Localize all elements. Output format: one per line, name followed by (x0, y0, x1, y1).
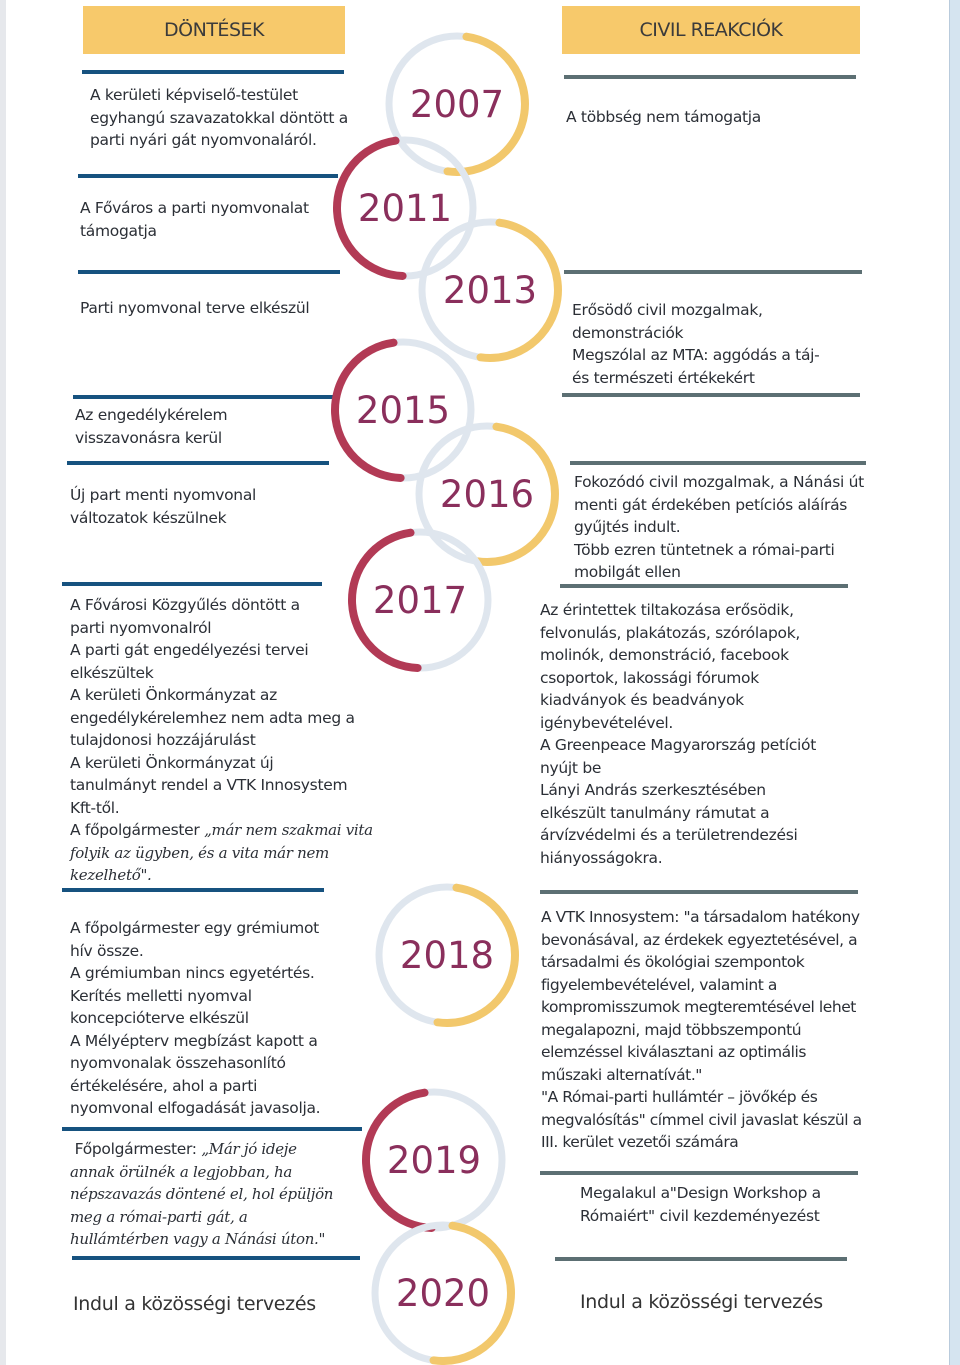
text-line: mobilgát ellen (574, 563, 681, 581)
divider-right (564, 270, 862, 274)
text-line: A Mélyépterv megbízást kapott a (70, 1031, 318, 1050)
decision-2011 (80, 197, 360, 242)
decision-2013 (80, 297, 360, 320)
reaction-2016 (574, 471, 914, 584)
decision-2019 (70, 1138, 370, 1251)
quote-text: „már nem szakmai vita (204, 821, 373, 839)
quote-text: meg a római-parti gát, a (70, 1207, 248, 1226)
text-line: kompromisszumok megteremtésével lehet (541, 998, 856, 1016)
text-line: bevonásával, az érdekek egyeztetésével, a (541, 930, 858, 949)
text-line: igénybevételével. (540, 713, 674, 732)
text-line: A kerületi képviselő-testület (90, 86, 298, 104)
text-line: és természeti értékekért (572, 368, 755, 387)
year-label: 2013 (442, 269, 538, 312)
text-line: menti gát érdekében petíciós aláírás (574, 495, 848, 514)
decision-2016 (70, 484, 330, 529)
quote-intro: Főpolgármester: (74, 1140, 202, 1158)
text-line: Megalakul a"Design Workshop a (580, 1184, 821, 1202)
ring-track (375, 1225, 511, 1361)
text-line: Rómaiért" civil kezdeményezést (580, 1206, 820, 1225)
reaction-2007 (566, 106, 866, 129)
text-line: csoportok, lakossági fórumok (540, 668, 759, 687)
ring-arc (448, 37, 525, 172)
text-line: társadalmi és ökológiai szempontok (541, 953, 805, 971)
year-label: 2017 (372, 579, 468, 622)
quote-text: népszavazás döntené el, hol épüljön (70, 1185, 334, 1203)
ring-arc (434, 1226, 511, 1361)
text-line: műszaki alternatívát." (541, 1065, 702, 1084)
divider-right (540, 1171, 858, 1175)
text-line: hív össze. (70, 941, 144, 960)
year-label: 2016 (439, 473, 535, 516)
text-line: koncepcióterve elkészül (70, 1009, 249, 1027)
text-line: elemzéssel kiválasztani az optimális (541, 1043, 807, 1061)
text-line: molinók, demonstráció, facebook (540, 646, 789, 664)
year-ring-2020 (375, 1225, 511, 1361)
text-line: elkészült tanulmány rámutat a (540, 803, 770, 822)
decision-2018 (70, 917, 370, 1120)
text-line: tanulmányt rendel a VTK Innosystem (70, 776, 348, 794)
text-line: hiányosságokra. (540, 848, 663, 867)
quote-line (70, 819, 410, 842)
ring-track (335, 342, 471, 478)
text-line: megvalósítás" címmel civil javaslat készül a (541, 1110, 862, 1129)
quote-intro: A főpolgármester (70, 821, 205, 839)
text-line: gyűjtés indult. (574, 518, 681, 536)
text-line: megalapozni, majd többszempontú (541, 1020, 802, 1039)
ring-arc (478, 427, 555, 562)
text-line: A Fővárosi Közgyűlés döntött a (70, 596, 300, 614)
divider-left (73, 395, 333, 399)
ring-track (419, 426, 555, 562)
text-line: A Greenpeace Magyarország petíciót (540, 736, 817, 754)
ring-arc (366, 1093, 432, 1228)
text-line: Fokozódó civil mozgalmak, a Nánási út (574, 473, 864, 491)
year-label: 2011 (357, 187, 453, 230)
text-line: tulajdonosi hozzájárulást (70, 731, 256, 749)
text-line: Kft-től. (70, 798, 120, 817)
reaction-2019 (580, 1182, 880, 1227)
ring-track (366, 1092, 502, 1228)
ring-track (389, 36, 525, 172)
window-left-edge (0, 0, 6, 1365)
text-line: A grémiumban nincs egyetértés. (70, 964, 315, 982)
divider-right (560, 584, 848, 588)
text-line: A többség nem támogatja (566, 108, 762, 126)
ring-arc (438, 888, 515, 1023)
year-ring-2018 (379, 887, 515, 1023)
divider-left (62, 582, 322, 586)
text-line: III. kerület vezetői számára (541, 1133, 739, 1151)
text-line: Az engedélykérelem (75, 406, 228, 424)
divider-left (62, 888, 324, 892)
ring-arc (335, 343, 401, 478)
ring-track (379, 887, 515, 1023)
year-label: 2018 (399, 934, 495, 977)
text-line: egyhangú szavazatokkal döntött a (90, 108, 348, 127)
text-line: A parti gát engedélyezési tervei (70, 641, 309, 659)
reaction-2018 (541, 906, 931, 1154)
decision-2007 (90, 84, 390, 152)
text-line: demonstrációk (572, 323, 684, 342)
divider-right (555, 1257, 847, 1261)
year-label: 2020 (395, 1272, 491, 1315)
decision-2017 (70, 594, 410, 887)
text-line: kiadványok és beadványok (540, 691, 744, 709)
text-line: "A Római-parti hullámtér – jövőkép és (541, 1088, 818, 1106)
reaction-2013 (572, 299, 872, 389)
text-line: Új part menti nyomvonal (70, 486, 257, 504)
text-line: Megszólal az MTA: aggódás a táj- (572, 346, 820, 364)
divider-right (562, 393, 860, 397)
text-line: nyújt be (540, 758, 602, 777)
divider-left (67, 461, 329, 465)
divider-left (78, 174, 338, 178)
text-line: A Főváros a parti nyomvonalat (80, 199, 309, 217)
year-ring-2007 (389, 36, 525, 172)
text-line: figyelembevételével, valamint a (541, 975, 777, 994)
divider-right (570, 461, 866, 465)
text-line: A VTK Innosystem: "a társadalom hatékony (541, 908, 860, 926)
text-line: felvonulás, plakátozás, szórólapok, (540, 623, 801, 642)
text-line: Erősödő civil mozgalmak, (572, 301, 763, 319)
text-line: visszavonásra kerül (75, 428, 222, 447)
year-ring-2013 (422, 222, 558, 358)
ring-arc (481, 223, 558, 358)
divider-left (62, 1127, 362, 1131)
text-line: nyomvonal elfogadását javasolja. (70, 1099, 321, 1117)
quote-line (70, 1138, 370, 1161)
divider-right (564, 75, 856, 79)
quote-text: „Már jó ideje (201, 1140, 297, 1158)
window-scrollbar[interactable] (949, 0, 960, 1365)
year-ring-2019 (366, 1092, 502, 1228)
year-label: 2007 (409, 83, 505, 126)
text-line: A kerületi Önkormányzat új (70, 753, 274, 772)
year-ring-2016 (419, 426, 555, 562)
year-label: 2015 (355, 389, 451, 432)
text-line: Kerítés melletti nyomval (70, 986, 252, 1005)
year-ring-2015 (335, 342, 471, 478)
text-line: támogatja (80, 221, 157, 240)
text-line: engedélykérelemhez nem adta meg a (70, 708, 355, 727)
text-line: Parti nyomvonal terve elkészül (80, 299, 310, 317)
quote-text: hullámtérben vagy a Nánási úton." (70, 1230, 326, 1248)
quote-text: annak örülnék a legjobban, ha (70, 1162, 293, 1181)
text-line: A kerületi Önkormányzat az (70, 686, 277, 704)
divider-left (72, 1256, 360, 1260)
quote-text: folyik az ügyben, és a vita már nem (70, 843, 329, 862)
quote-text: kezelhető". (70, 866, 152, 884)
text-line: parti nyári gát nyomvonaláról. (90, 131, 317, 149)
text-line: árvízvédelmi és a területrendezési (540, 826, 798, 844)
text-line: A főpolgármester egy grémiumot (70, 919, 319, 937)
header-civil-reactions: CIVIL REAKCIÓK (562, 6, 860, 54)
decision-2020: Indul a közösségi tervezés (73, 1293, 316, 1315)
text-line: értékelésére, ahol a parti (70, 1076, 258, 1095)
year-label: 2019 (386, 1139, 482, 1182)
text-line: parti nyomvonalról (70, 618, 212, 637)
divider-left (82, 70, 344, 74)
text-line: Több ezren tüntetnek a római-parti (574, 540, 835, 559)
text-line: elkészültek (70, 663, 154, 682)
reaction-2017 (540, 599, 870, 869)
text-line: nyomvonalak összehasonlító (70, 1054, 286, 1072)
divider-right (540, 890, 858, 894)
text-line: Lányi András szerkesztésében (540, 781, 766, 799)
text-line: Az érintettek tiltakozása erősödik, (540, 601, 794, 619)
decision-2015 (75, 404, 335, 449)
divider-left (78, 270, 340, 274)
reaction-2020: Indul a közösségi tervezés (580, 1291, 823, 1313)
text-line: változatok készülnek (70, 508, 227, 527)
ring-track (422, 222, 558, 358)
header-decisions: DÖNTÉSEK (83, 6, 345, 54)
